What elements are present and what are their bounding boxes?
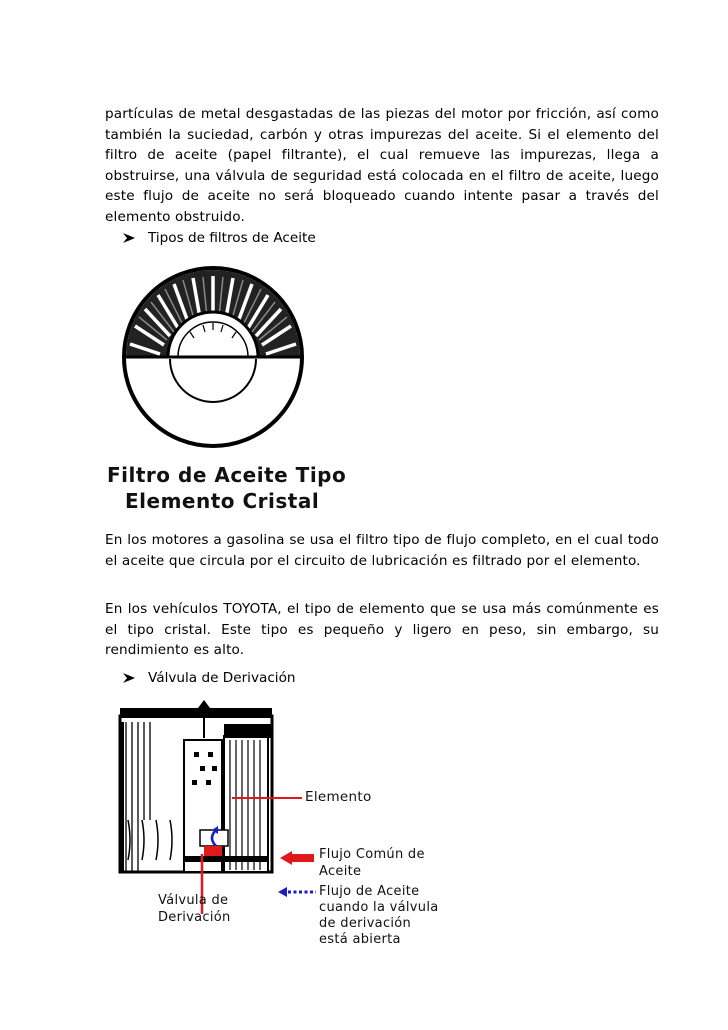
bullet-text: Tipos de filtros de Aceite <box>148 230 316 246</box>
label-flujo-aceite-line2: cuando la válvula <box>319 900 439 915</box>
label-flujo-aceite-line4: está abierta <box>319 932 401 947</box>
label-flujo-aceite-line3: de derivación <box>319 916 412 931</box>
label-flujo-comun-line1: Flujo Común de <box>319 847 425 862</box>
elemento-pointer-line <box>232 796 302 800</box>
red-flow-arrow-icon <box>280 851 314 865</box>
paragraph-intro: partículas de metal desgastadas de las piezas del motor por fricción, así como también la suciedad, carbón y otras impurezas del aceite. Si el elemento del filtro de aceite (papel filtrante), el cual remueve las impurezas, llega a obstruirse, una válvula de seguridad está colocada en el filtro de aceite, luego este flujo de aceite no será bloqueado cuando intente pasar a través del elemento obstruido. <box>105 106 659 225</box>
bullet-text: Válvula de Derivación <box>148 670 296 686</box>
blue-dotted-arrow-icon <box>278 886 316 898</box>
bullet-tipos-filtros <box>122 228 316 248</box>
label-valvula-line1: Válvula de <box>158 893 229 908</box>
crystal-filter-figure <box>118 262 308 452</box>
arrow-bullet-icon <box>122 672 136 684</box>
bypass-valve-figure <box>112 700 282 880</box>
label-elemento: Elemento <box>305 789 372 805</box>
paragraph-toyota: En los vehículos TOYOTA, el tipo de elemento que se usa más comúnmente es el tipo cristal. Este tipo es pequeño y ligero en peso, sin embargo, su rendimiento es alto. <box>105 601 659 659</box>
label-valvula-line2: Derivación <box>158 910 231 925</box>
bullet-valvula-derivacion <box>122 668 296 688</box>
label-flujo-aceite-line1: Flujo de Aceite <box>319 884 420 899</box>
arrow-bullet-icon <box>122 232 136 244</box>
figure1-caption-line1: Filtro de Aceite Tipo <box>107 463 347 487</box>
paragraph-gasolina: En los motores a gasolina se usa el filtro tipo de flujo completo, en el cual todo el aceite que circula por el circuito de lubricación es filtrado por el elemento. <box>105 532 659 569</box>
figure1-caption-line2: Elemento Cristal <box>125 489 320 513</box>
label-flujo-comun-line2: Aceite <box>319 864 362 879</box>
